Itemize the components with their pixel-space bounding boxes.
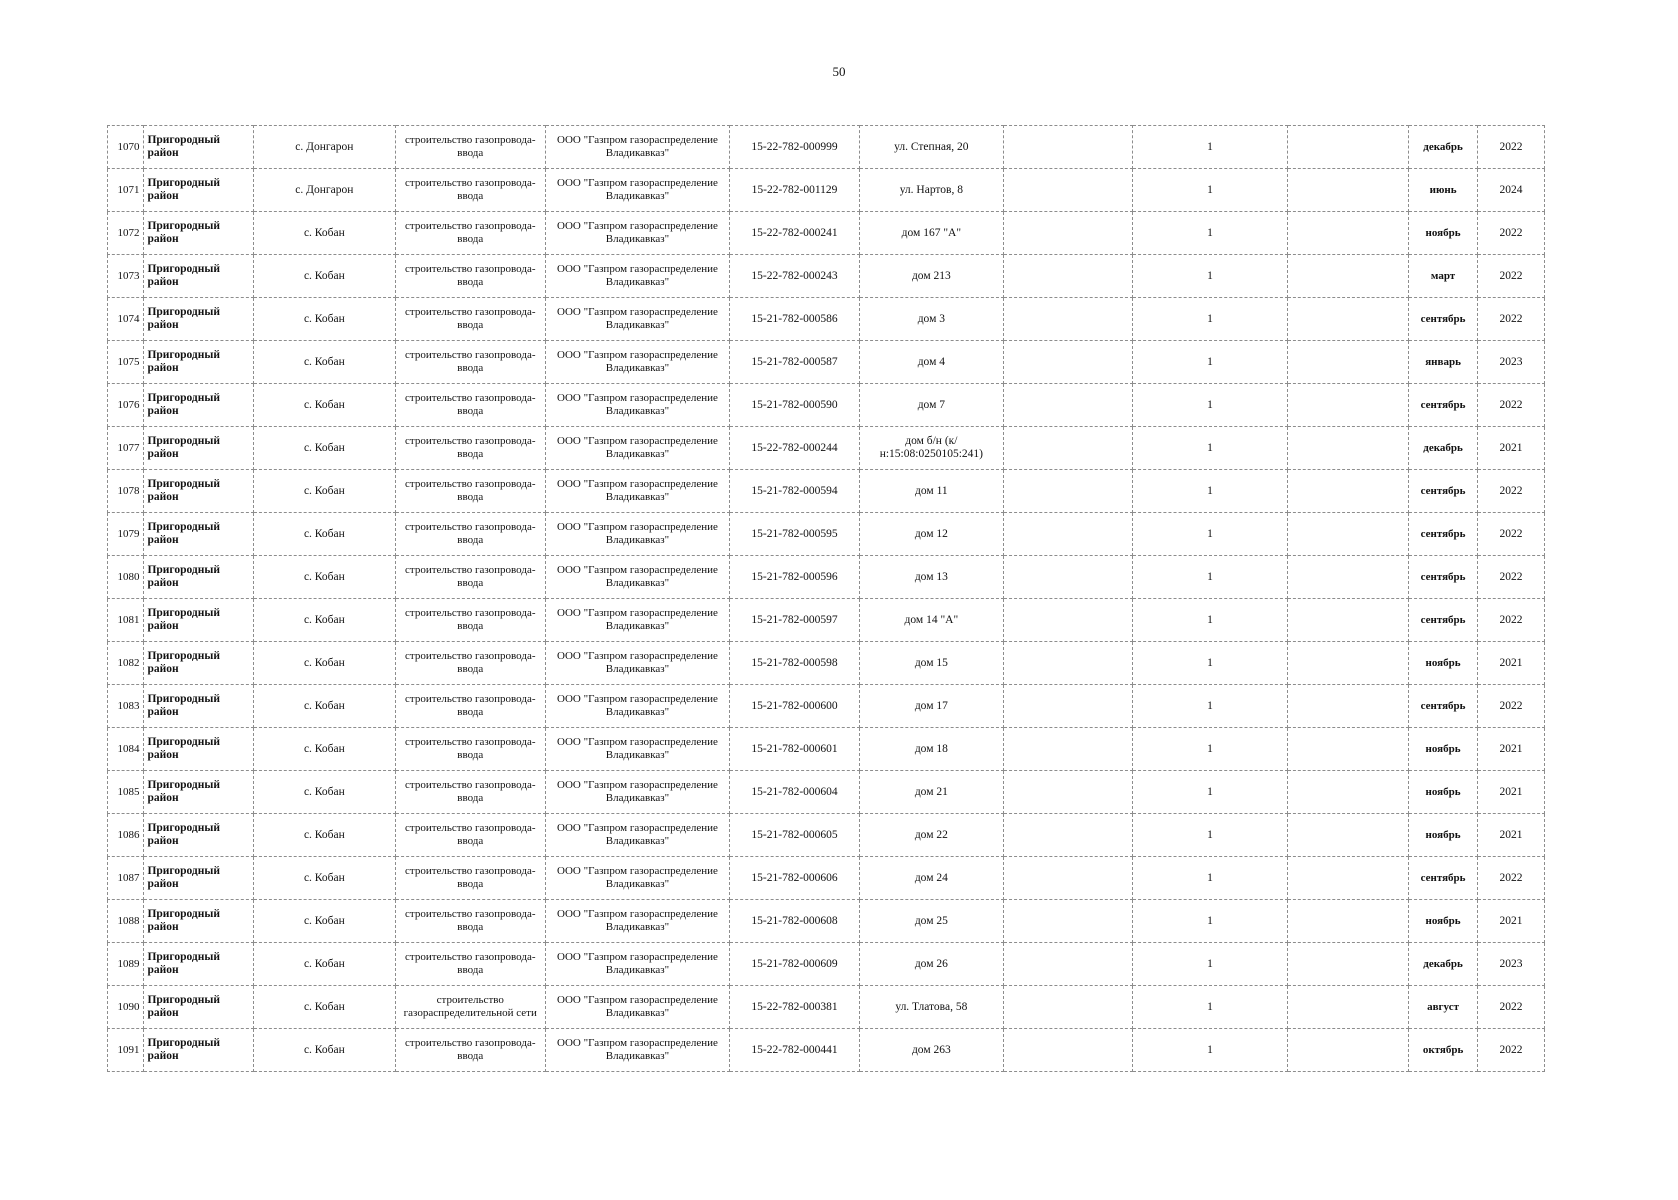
district-cell: Пригородный район: [144, 513, 253, 556]
organization-cell: ООО "Газпром газораспределение Владикавказ": [545, 857, 729, 900]
empty-cell: [1287, 771, 1409, 814]
district-cell: Пригородный район: [144, 169, 253, 212]
empty-cell: [1287, 728, 1409, 771]
settlement-cell: с. Кобан: [253, 212, 395, 255]
month-cell: сентябрь: [1409, 298, 1478, 341]
district-cell: Пригородный район: [144, 384, 253, 427]
work-type-cell: строительство газопровода-ввода: [395, 212, 545, 255]
organization-cell: ООО "Газпром газораспределение Владикавказ": [545, 685, 729, 728]
month-cell: декабрь: [1409, 943, 1478, 986]
empty-cell: [1003, 126, 1133, 169]
organization-cell: ООО "Газпром газораспределение Владикавказ": [545, 212, 729, 255]
organization-cell: ООО "Газпром газораспределение Владикавказ": [545, 900, 729, 943]
month-cell: сентябрь: [1409, 599, 1478, 642]
month-cell: сентябрь: [1409, 685, 1478, 728]
table-row: [108, 814, 1545, 857]
organization-cell: ООО "Газпром газораспределение Владикавказ": [545, 384, 729, 427]
object-code-cell: 15-22-782-000441: [730, 1029, 860, 1072]
organization-cell: ООО "Газпром газораспределение Владикавказ": [545, 298, 729, 341]
settlement-cell: с. Кобан: [253, 1029, 395, 1072]
work-type-cell: строительство газопровода-ввода: [395, 126, 545, 169]
empty-cell: [1287, 857, 1409, 900]
settlement-cell: с. Кобан: [253, 728, 395, 771]
address-cell: дом 18: [859, 728, 1003, 771]
work-type-cell: строительство газопровода-ввода: [395, 857, 545, 900]
month-cell: ноябрь: [1409, 900, 1478, 943]
address-cell: дом 263: [859, 1029, 1003, 1072]
table-row: [108, 169, 1545, 212]
organization-cell: ООО "Газпром газораспределение Владикавказ": [545, 1029, 729, 1072]
work-type-cell: строительство газопровода-ввода: [395, 513, 545, 556]
year-cell: 2022: [1478, 986, 1545, 1029]
month-cell: декабрь: [1409, 427, 1478, 470]
empty-cell: [1003, 728, 1133, 771]
year-cell: 2022: [1478, 513, 1545, 556]
month-cell: ноябрь: [1409, 728, 1478, 771]
district-cell: Пригородный район: [144, 212, 253, 255]
object-code-cell: 15-21-782-000596: [730, 556, 860, 599]
empty-cell: [1003, 943, 1133, 986]
month-cell: март: [1409, 255, 1478, 298]
year-cell: 2021: [1478, 771, 1545, 814]
table-row: [108, 943, 1545, 986]
object-code-cell: 15-21-782-000598: [730, 642, 860, 685]
object-code-cell: 15-21-782-000604: [730, 771, 860, 814]
table-row: [108, 298, 1545, 341]
row-number: 1086: [108, 814, 144, 857]
year-cell: 2024: [1478, 169, 1545, 212]
year-cell: 2022: [1478, 212, 1545, 255]
empty-cell: [1287, 126, 1409, 169]
empty-cell: [1287, 255, 1409, 298]
row-number: 1075: [108, 341, 144, 384]
empty-cell: [1287, 341, 1409, 384]
organization-cell: ООО "Газпром газораспределение Владикавказ": [545, 169, 729, 212]
year-cell: 2022: [1478, 298, 1545, 341]
table-row: [108, 556, 1545, 599]
empty-cell: [1003, 642, 1133, 685]
table-row: [108, 900, 1545, 943]
month-cell: ноябрь: [1409, 814, 1478, 857]
empty-cell: [1287, 986, 1409, 1029]
settlement-cell: с. Кобан: [253, 298, 395, 341]
year-cell: 2022: [1478, 1029, 1545, 1072]
address-cell: дом 11: [859, 470, 1003, 513]
district-cell: Пригородный район: [144, 642, 253, 685]
table-row: [108, 642, 1545, 685]
district-cell: Пригородный район: [144, 814, 253, 857]
settlement-cell: с. Кобан: [253, 685, 395, 728]
empty-cell: [1003, 255, 1133, 298]
row-number: 1078: [108, 470, 144, 513]
empty-cell: [1287, 169, 1409, 212]
settlement-cell: с. Кобан: [253, 427, 395, 470]
organization-cell: ООО "Газпром газораспределение Владикавказ": [545, 470, 729, 513]
district-cell: Пригородный район: [144, 470, 253, 513]
object-code-cell: 15-21-782-000586: [730, 298, 860, 341]
object-code-cell: 15-21-782-000600: [730, 685, 860, 728]
table-row: [108, 255, 1545, 298]
month-cell: ноябрь: [1409, 212, 1478, 255]
empty-cell: [1287, 599, 1409, 642]
row-number: 1084: [108, 728, 144, 771]
empty-cell: [1003, 1029, 1133, 1072]
year-cell: 2022: [1478, 599, 1545, 642]
empty-cell: [1003, 341, 1133, 384]
work-type-cell: строительство газопровода-ввода: [395, 642, 545, 685]
address-cell: дом 3: [859, 298, 1003, 341]
object-code-cell: 15-22-782-000243: [730, 255, 860, 298]
settlement-cell: с. Донгарон: [253, 126, 395, 169]
row-number: 1072: [108, 212, 144, 255]
quantity-cell: 1: [1133, 513, 1287, 556]
address-cell: дом 167 "А": [859, 212, 1003, 255]
object-code-cell: 15-22-782-000381: [730, 986, 860, 1029]
year-cell: 2021: [1478, 900, 1545, 943]
quantity-cell: 1: [1133, 255, 1287, 298]
table-row: [108, 341, 1545, 384]
address-cell: дом 25: [859, 900, 1003, 943]
row-number: 1076: [108, 384, 144, 427]
table-row: [108, 126, 1545, 169]
row-number: 1077: [108, 427, 144, 470]
table-row: [108, 728, 1545, 771]
quantity-cell: 1: [1133, 427, 1287, 470]
settlement-cell: с. Кобан: [253, 771, 395, 814]
empty-cell: [1003, 212, 1133, 255]
quantity-cell: 1: [1133, 599, 1287, 642]
row-number: 1080: [108, 556, 144, 599]
month-cell: июнь: [1409, 169, 1478, 212]
work-type-cell: строительство газопровода-ввода: [395, 728, 545, 771]
settlement-cell: с. Донгарон: [253, 169, 395, 212]
work-type-cell: строительство газопровода-ввода: [395, 943, 545, 986]
object-code-cell: 15-22-782-001129: [730, 169, 860, 212]
district-cell: Пригородный район: [144, 900, 253, 943]
settlement-cell: с. Кобан: [253, 642, 395, 685]
settlement-cell: с. Кобан: [253, 384, 395, 427]
quantity-cell: 1: [1133, 943, 1287, 986]
empty-cell: [1287, 900, 1409, 943]
empty-cell: [1003, 298, 1133, 341]
settlement-cell: с. Кобан: [253, 341, 395, 384]
settlement-cell: с. Кобан: [253, 513, 395, 556]
gasification-table: [107, 125, 1545, 1072]
organization-cell: ООО "Газпром газораспределение Владикавказ": [545, 771, 729, 814]
object-code-cell: 15-22-782-000999: [730, 126, 860, 169]
year-cell: 2021: [1478, 814, 1545, 857]
month-cell: август: [1409, 986, 1478, 1029]
address-cell: дом 4: [859, 341, 1003, 384]
empty-cell: [1287, 212, 1409, 255]
table-row: [108, 685, 1545, 728]
district-cell: Пригородный район: [144, 556, 253, 599]
object-code-cell: 15-21-782-000609: [730, 943, 860, 986]
work-type-cell: строительство газопровода-ввода: [395, 771, 545, 814]
table-row: [108, 470, 1545, 513]
district-cell: Пригородный район: [144, 427, 253, 470]
empty-cell: [1003, 556, 1133, 599]
row-number: 1079: [108, 513, 144, 556]
organization-cell: ООО "Газпром газораспределение Владикавказ": [545, 642, 729, 685]
work-type-cell: строительство газопровода-ввода: [395, 470, 545, 513]
table-row: [108, 384, 1545, 427]
year-cell: 2022: [1478, 685, 1545, 728]
year-cell: 2021: [1478, 642, 1545, 685]
address-cell: дом б/н (к/н:15:08:0250105:241): [859, 427, 1003, 470]
empty-cell: [1287, 556, 1409, 599]
month-cell: сентябрь: [1409, 556, 1478, 599]
year-cell: 2021: [1478, 728, 1545, 771]
table-row: [108, 513, 1545, 556]
organization-cell: ООО "Газпром газораспределение Владикавказ": [545, 986, 729, 1029]
work-type-cell: строительство газопровода-ввода: [395, 384, 545, 427]
work-type-cell: строительство газораспределительной сети: [395, 986, 545, 1029]
empty-cell: [1003, 427, 1133, 470]
work-type-cell: строительство газопровода-ввода: [395, 599, 545, 642]
address-cell: дом 213: [859, 255, 1003, 298]
quantity-cell: 1: [1133, 126, 1287, 169]
district-cell: Пригородный район: [144, 986, 253, 1029]
district-cell: Пригородный район: [144, 771, 253, 814]
quantity-cell: 1: [1133, 685, 1287, 728]
object-code-cell: 15-21-782-000590: [730, 384, 860, 427]
year-cell: 2022: [1478, 384, 1545, 427]
month-cell: ноябрь: [1409, 771, 1478, 814]
row-number: 1074: [108, 298, 144, 341]
table-body: [108, 126, 1545, 1072]
year-cell: 2022: [1478, 255, 1545, 298]
district-cell: Пригородный район: [144, 341, 253, 384]
table-row: [108, 771, 1545, 814]
address-cell: дом 13: [859, 556, 1003, 599]
district-cell: Пригородный район: [144, 298, 253, 341]
settlement-cell: с. Кобан: [253, 599, 395, 642]
address-cell: дом 17: [859, 685, 1003, 728]
month-cell: сентябрь: [1409, 857, 1478, 900]
quantity-cell: 1: [1133, 814, 1287, 857]
empty-cell: [1003, 169, 1133, 212]
empty-cell: [1003, 513, 1133, 556]
year-cell: 2023: [1478, 943, 1545, 986]
settlement-cell: с. Кобан: [253, 943, 395, 986]
quantity-cell: 1: [1133, 298, 1287, 341]
quantity-cell: 1: [1133, 212, 1287, 255]
address-cell: ул. Степная, 20: [859, 126, 1003, 169]
empty-cell: [1003, 685, 1133, 728]
address-cell: дом 21: [859, 771, 1003, 814]
table-row: [108, 599, 1545, 642]
object-code-cell: 15-21-782-000587: [730, 341, 860, 384]
row-number: 1087: [108, 857, 144, 900]
district-cell: Пригородный район: [144, 685, 253, 728]
empty-cell: [1003, 470, 1133, 513]
settlement-cell: с. Кобан: [253, 255, 395, 298]
empty-cell: [1287, 1029, 1409, 1072]
object-code-cell: 15-22-782-000244: [730, 427, 860, 470]
district-cell: Пригородный район: [144, 857, 253, 900]
organization-cell: ООО "Газпром газораспределение Владикавказ": [545, 556, 729, 599]
month-cell: январь: [1409, 341, 1478, 384]
organization-cell: ООО "Газпром газораспределение Владикавказ": [545, 255, 729, 298]
district-cell: Пригородный район: [144, 255, 253, 298]
quantity-cell: 1: [1133, 771, 1287, 814]
month-cell: сентябрь: [1409, 384, 1478, 427]
row-number: 1082: [108, 642, 144, 685]
settlement-cell: с. Кобан: [253, 900, 395, 943]
year-cell: 2022: [1478, 470, 1545, 513]
empty-cell: [1003, 599, 1133, 642]
empty-cell: [1003, 857, 1133, 900]
row-number: 1081: [108, 599, 144, 642]
table-row: [108, 857, 1545, 900]
object-code-cell: 15-21-782-000606: [730, 857, 860, 900]
object-code-cell: 15-21-782-000597: [730, 599, 860, 642]
row-number: 1073: [108, 255, 144, 298]
month-cell: сентябрь: [1409, 470, 1478, 513]
district-cell: Пригородный район: [144, 126, 253, 169]
empty-cell: [1003, 986, 1133, 1029]
object-code-cell: 15-21-782-000608: [730, 900, 860, 943]
settlement-cell: с. Кобан: [253, 470, 395, 513]
work-type-cell: строительство газопровода-ввода: [395, 685, 545, 728]
district-cell: Пригородный район: [144, 599, 253, 642]
address-cell: дом 26: [859, 943, 1003, 986]
quantity-cell: 1: [1133, 169, 1287, 212]
row-number: 1071: [108, 169, 144, 212]
work-type-cell: строительство газопровода-ввода: [395, 169, 545, 212]
organization-cell: ООО "Газпром газораспределение Владикавказ": [545, 599, 729, 642]
object-code-cell: 15-22-782-000241: [730, 212, 860, 255]
year-cell: 2021: [1478, 427, 1545, 470]
address-cell: ул. Тлатова, 58: [859, 986, 1003, 1029]
empty-cell: [1287, 685, 1409, 728]
year-cell: 2023: [1478, 341, 1545, 384]
address-cell: дом 12: [859, 513, 1003, 556]
work-type-cell: строительство газопровода-ввода: [395, 814, 545, 857]
empty-cell: [1287, 943, 1409, 986]
table-row: [108, 427, 1545, 470]
address-cell: дом 15: [859, 642, 1003, 685]
year-cell: 2022: [1478, 126, 1545, 169]
quantity-cell: 1: [1133, 470, 1287, 513]
row-number: 1083: [108, 685, 144, 728]
empty-cell: [1287, 470, 1409, 513]
work-type-cell: строительство газопровода-ввода: [395, 556, 545, 599]
district-cell: Пригородный район: [144, 728, 253, 771]
district-cell: Пригородный район: [144, 1029, 253, 1072]
empty-cell: [1287, 427, 1409, 470]
address-cell: ул. Нартов, 8: [859, 169, 1003, 212]
quantity-cell: 1: [1133, 986, 1287, 1029]
address-cell: дом 14 "А": [859, 599, 1003, 642]
table-row: [108, 986, 1545, 1029]
object-code-cell: 15-21-782-000605: [730, 814, 860, 857]
row-number: 1070: [108, 126, 144, 169]
settlement-cell: с. Кобан: [253, 556, 395, 599]
row-number: 1085: [108, 771, 144, 814]
settlement-cell: с. Кобан: [253, 986, 395, 1029]
organization-cell: ООО "Газпром газораспределение Владикавказ": [545, 943, 729, 986]
quantity-cell: 1: [1133, 556, 1287, 599]
object-code-cell: 15-21-782-000594: [730, 470, 860, 513]
organization-cell: ООО "Газпром газораспределение Владикавказ": [545, 513, 729, 556]
address-cell: дом 24: [859, 857, 1003, 900]
object-code-cell: 15-21-782-000595: [730, 513, 860, 556]
quantity-cell: 1: [1133, 642, 1287, 685]
organization-cell: ООО "Газпром газораспределение Владикавказ": [545, 427, 729, 470]
quantity-cell: 1: [1133, 900, 1287, 943]
month-cell: сентябрь: [1409, 513, 1478, 556]
work-type-cell: строительство газопровода-ввода: [395, 255, 545, 298]
empty-cell: [1003, 771, 1133, 814]
work-type-cell: строительство газопровода-ввода: [395, 298, 545, 341]
organization-cell: ООО "Газпром газораспределение Владикавказ": [545, 728, 729, 771]
empty-cell: [1287, 814, 1409, 857]
empty-cell: [1003, 900, 1133, 943]
month-cell: ноябрь: [1409, 642, 1478, 685]
month-cell: декабрь: [1409, 126, 1478, 169]
settlement-cell: с. Кобан: [253, 814, 395, 857]
table-row: [108, 1029, 1545, 1072]
organization-cell: ООО "Газпром газораспределение Владикавказ": [545, 126, 729, 169]
empty-cell: [1287, 513, 1409, 556]
quantity-cell: 1: [1133, 1029, 1287, 1072]
empty-cell: [1287, 642, 1409, 685]
organization-cell: ООО "Газпром газораспределение Владикавказ": [545, 341, 729, 384]
empty-cell: [1287, 298, 1409, 341]
quantity-cell: 1: [1133, 857, 1287, 900]
quantity-cell: 1: [1133, 384, 1287, 427]
page-number: 50: [832, 64, 846, 79]
district-cell: Пригородный район: [144, 943, 253, 986]
settlement-cell: с. Кобан: [253, 857, 395, 900]
organization-cell: ООО "Газпром газораспределение Владикавказ": [545, 814, 729, 857]
quantity-cell: 1: [1133, 728, 1287, 771]
empty-cell: [1287, 384, 1409, 427]
table-row: [108, 212, 1545, 255]
row-number: 1091: [108, 1029, 144, 1072]
work-type-cell: строительство газопровода-ввода: [395, 341, 545, 384]
work-type-cell: строительство газопровода-ввода: [395, 900, 545, 943]
quantity-cell: 1: [1133, 341, 1287, 384]
row-number: 1088: [108, 900, 144, 943]
row-number: 1090: [108, 986, 144, 1029]
work-type-cell: строительство газопровода-ввода: [395, 1029, 545, 1072]
month-cell: октябрь: [1409, 1029, 1478, 1072]
year-cell: 2022: [1478, 556, 1545, 599]
empty-cell: [1003, 384, 1133, 427]
work-type-cell: строительство газопровода-ввода: [395, 427, 545, 470]
year-cell: 2022: [1478, 857, 1545, 900]
empty-cell: [1003, 814, 1133, 857]
address-cell: дом 7: [859, 384, 1003, 427]
row-number: 1089: [108, 943, 144, 986]
object-code-cell: 15-21-782-000601: [730, 728, 860, 771]
address-cell: дом 22: [859, 814, 1003, 857]
